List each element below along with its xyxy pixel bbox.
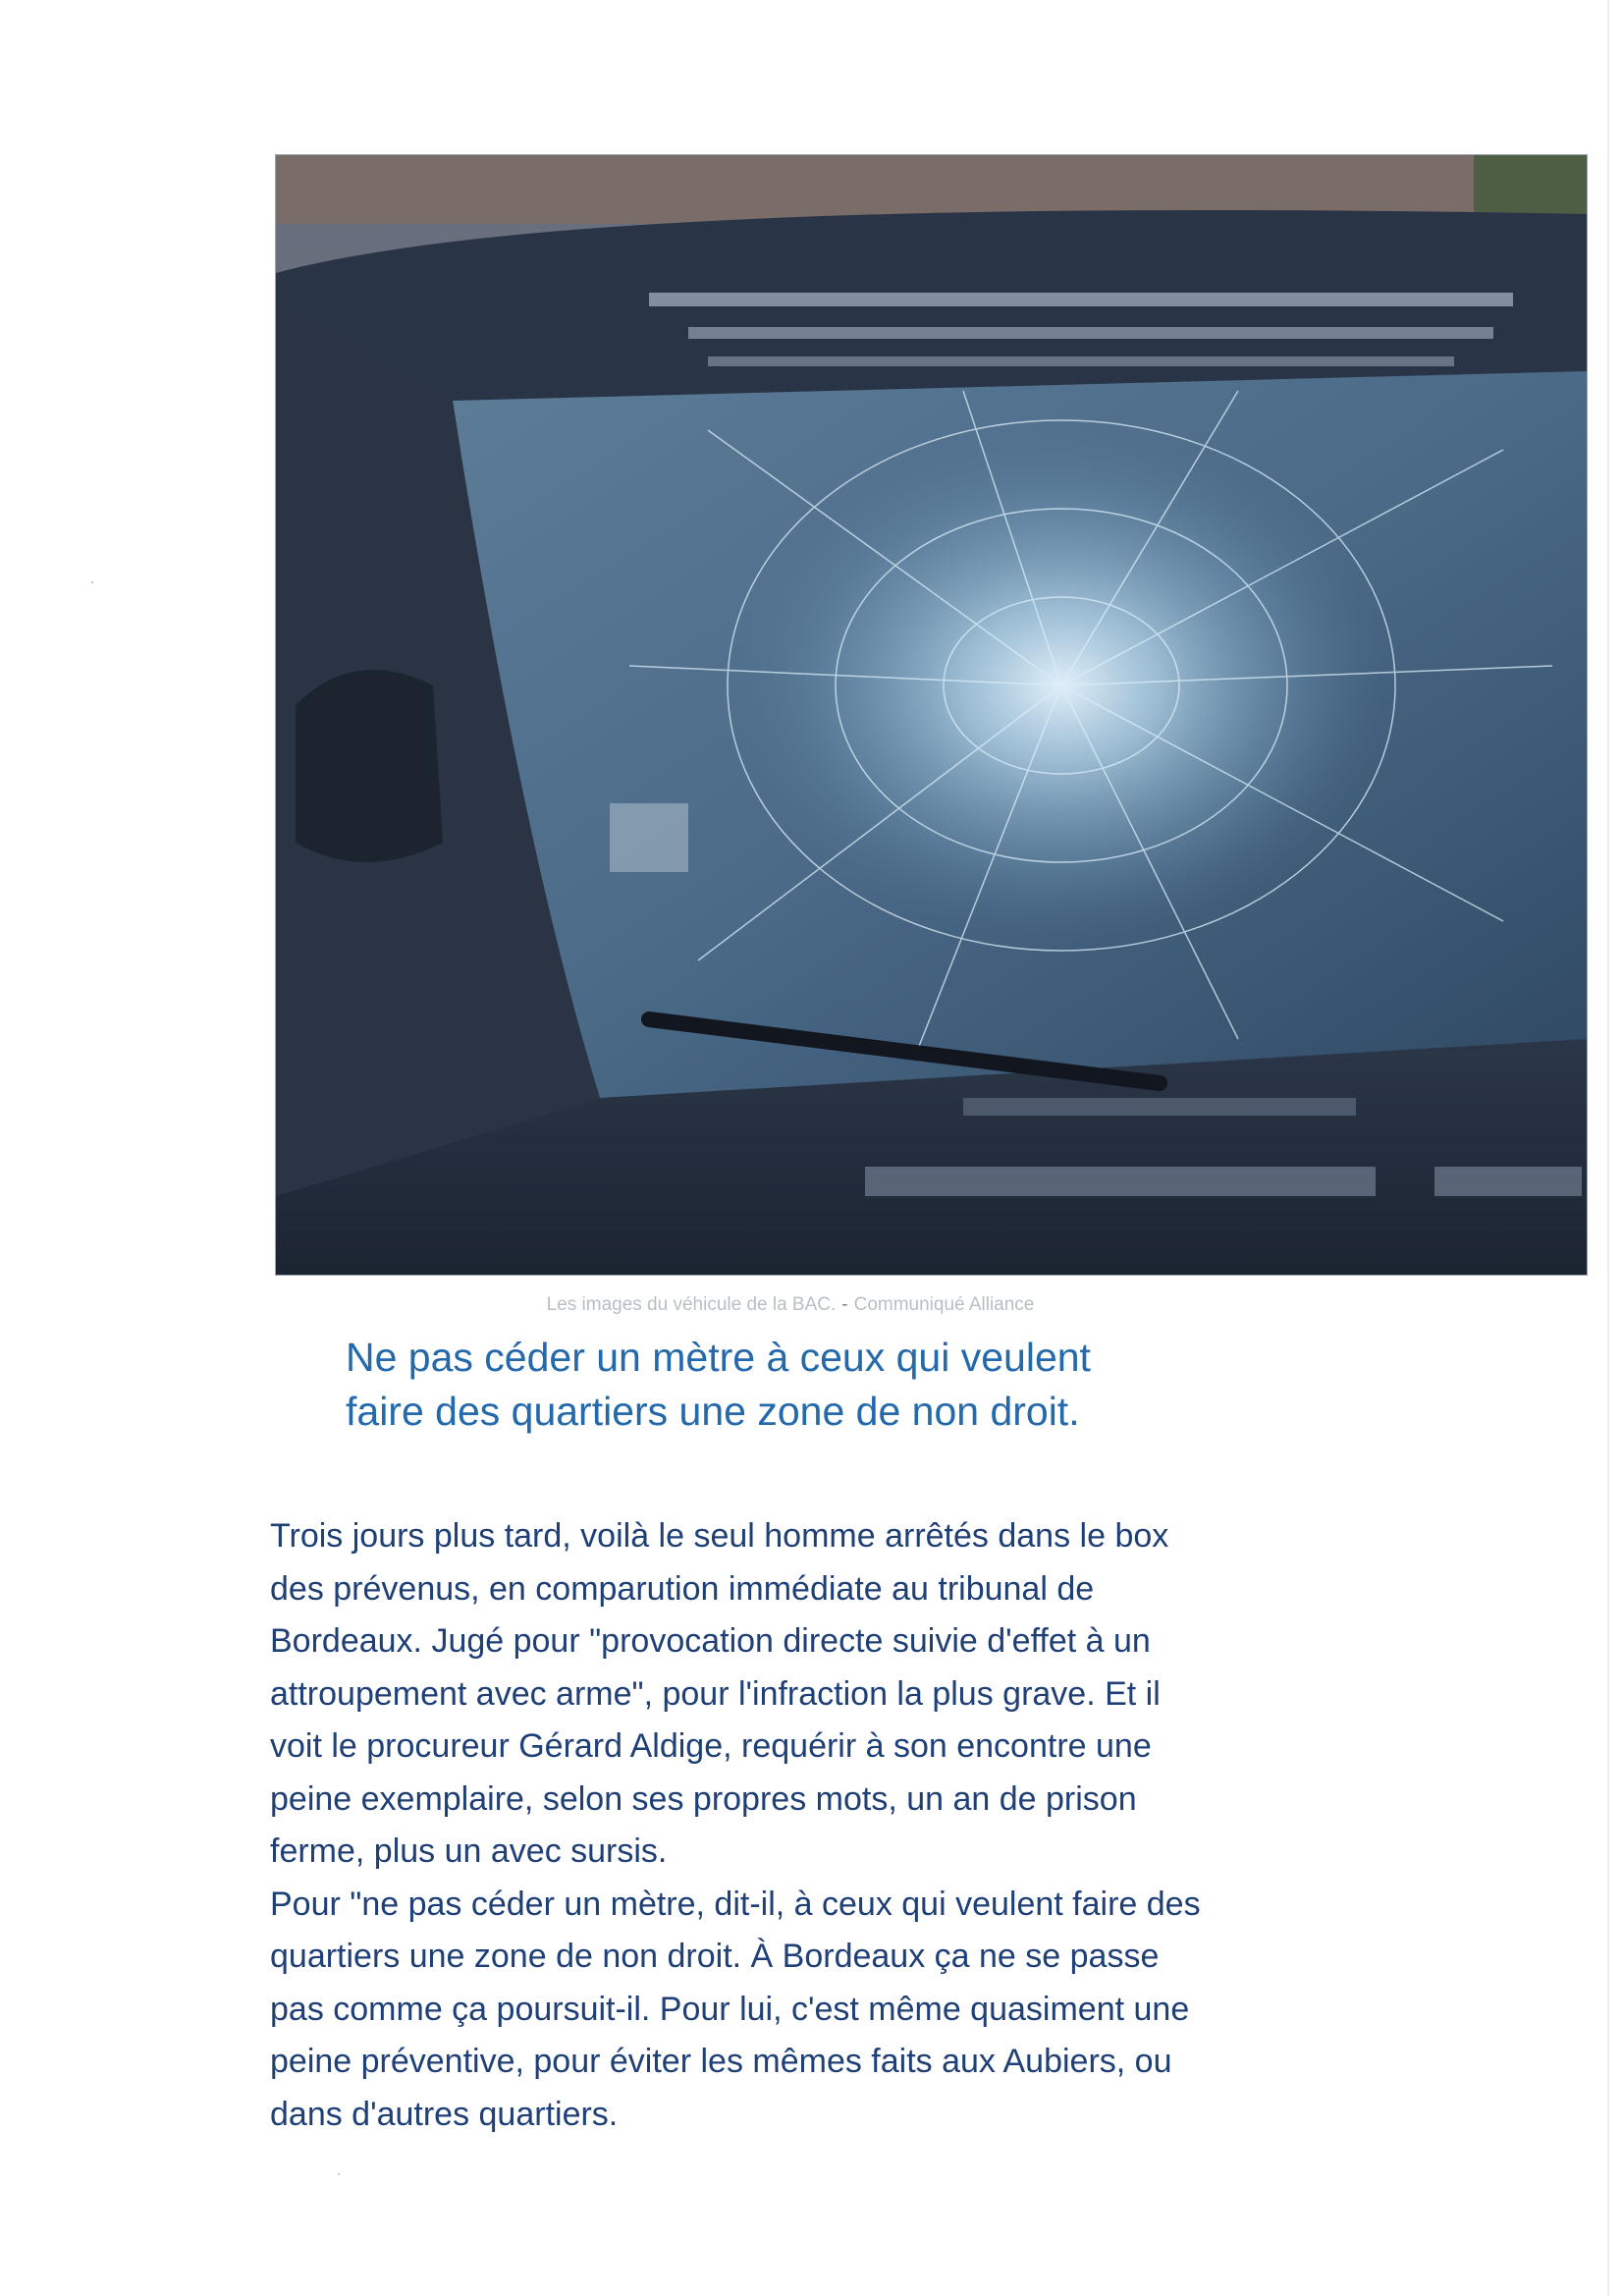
pull-quote: [346, 1331, 1327, 1439]
article-line: des prévenus, en comparution immédiate au tribunal de: [270, 1569, 1095, 1608]
article-line: voit le procureur Gérard Aldige, requérir à son encontre une: [270, 1727, 1152, 1765]
article-line: Trois jours plus tard, voilà le seul homme arrêtés dans le box: [270, 1517, 1169, 1555]
article-line: peine exemplaire, selon ses propres mots, un an de prison: [270, 1779, 1137, 1818]
caption-separator: -: [841, 1294, 848, 1315]
photo-caption: [275, 1294, 1306, 1316]
article-body: [270, 1510, 1350, 2141]
damaged-car-photo: [275, 154, 1588, 1276]
article-line: pas comme ça poursuit-il. Pour lui, c'est même quasiment une: [270, 1990, 1190, 2028]
article-line: ferme, plus un avec sursis.: [270, 1832, 668, 1870]
article-line: attroupement avec arme", pour l'infraction la plus grave. Et il: [270, 1674, 1161, 1713]
article-line: dans d'autres quartiers.: [270, 2095, 619, 2133]
page-edge: [1607, 0, 1609, 2296]
article-line: Bordeaux. Jugé pour "provocation directe suivie d'effet à un: [270, 1622, 1151, 1660]
pull-quote-line: faire des quartiers une zone de non droit.: [346, 1389, 1080, 1434]
scan-speck: [91, 581, 93, 583]
article-line: quartiers une zone de non droit. À Bordeaux ça ne se passe: [270, 1938, 1160, 1975]
caption-source: Les images du véhicule de la BAC.: [546, 1294, 837, 1315]
caption-credit: Communiqué Alliance: [853, 1294, 1035, 1315]
car-windshield-image: [276, 155, 1587, 1275]
article-line: Pour "ne pas céder un mètre, dit-il, à ceux qui veulent faire des: [270, 1885, 1201, 1923]
pull-quote-line: Ne pas céder un mètre à ceux qui veulent: [346, 1335, 1091, 1380]
scan-speck: [338, 2173, 340, 2175]
article-line: peine préventive, pour éviter les mêmes faits aux Aubiers, ou: [270, 2043, 1172, 2080]
